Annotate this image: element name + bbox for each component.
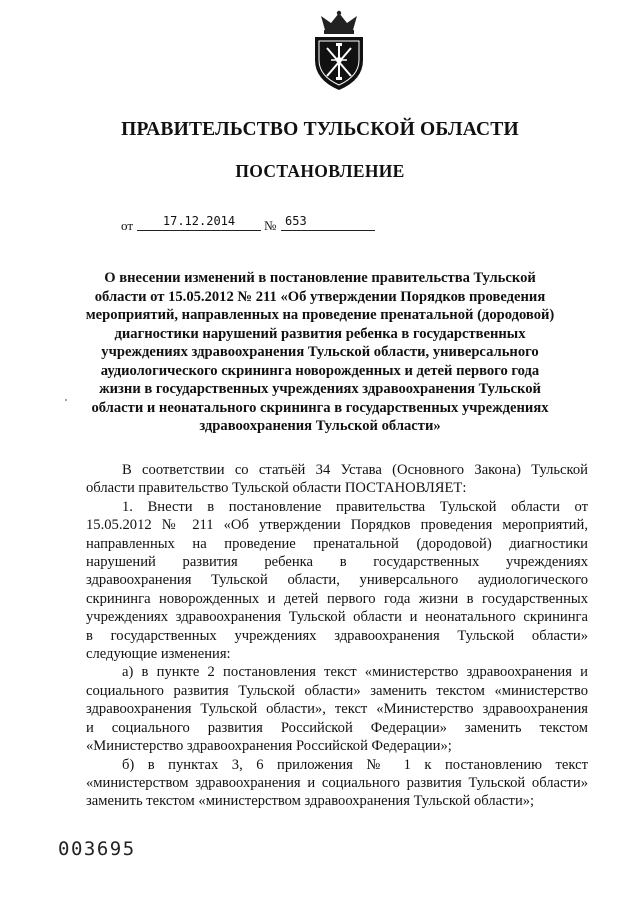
title-line: диагностики нарушений развития ребенка в государственных xyxy=(114,325,526,342)
body-line: здравоохранения Тульской области», текст «Министерство здравоохранения xyxy=(86,701,588,718)
body-line: в государственных учреждениях здравоохранения Тульской области» xyxy=(86,627,588,644)
body-line: «министерством здравоохранения и социального развития Тульской области» xyxy=(86,774,588,791)
body-line: и социального развития Российской Федерации» заменить текстом xyxy=(86,719,588,736)
title-line: жизни в государственных учреждениях здравоохранения Тульской xyxy=(99,381,541,397)
body-line: «Министерство здравоохранения Российской Федерации»; xyxy=(86,738,452,755)
body-line: а) в пункте 2 постановления текст «министерство здравоохранения и xyxy=(122,664,588,681)
number-label: № xyxy=(264,218,277,233)
scan-speck xyxy=(65,399,67,401)
document-title xyxy=(78,269,562,436)
body-line: скрининга новорожденных и детей первого года жизни в государственных xyxy=(86,590,588,607)
serial-number-stamp: 003695 xyxy=(58,838,136,860)
coat-of-arms-icon xyxy=(307,10,371,92)
title-line: здравоохранения Тульской области» xyxy=(199,418,441,434)
body-line: 15.05.2012 № 211 «Об утверждении Порядков проведения мероприятий, xyxy=(86,517,588,534)
body-line: заменить текстом «министерством здравоохранения Тульской области»; xyxy=(86,793,535,810)
date-number-line xyxy=(121,212,441,234)
title-line: О внесении изменений в постановление правительства Тульской xyxy=(104,270,536,286)
body-line: 1. Внести в постановление правительства Тульской области от xyxy=(122,498,588,515)
body-line: учреждениях здравоохранения Тульской области и неонатального скрининга xyxy=(86,609,588,626)
body-line: социального развития Тульской области» заменить текстом «министерство xyxy=(86,682,588,699)
title-line: области от 15.05.2012 № 211 «Об утверждении Порядков проведения xyxy=(94,288,546,305)
body-line: здравоохранения Тульской области, универсального аудиологического xyxy=(86,572,588,589)
document-body xyxy=(86,461,588,811)
body-line: нарушений развития ребенка в государственных учреждениях xyxy=(86,554,588,571)
body-line: направленных на проведение пренатальной (дородовой) диагностики xyxy=(86,535,588,552)
title-line: учреждениях здравоохранения Тульской области, универсального xyxy=(101,344,539,360)
title-line: мероприятий, направленных на проведение пренатальной (дородовой) xyxy=(85,307,555,323)
title-line: аудиологического скрининга новорожденных и детей первого года xyxy=(100,362,540,379)
document-type-heading: ПОСТАНОВЛЕНИЕ xyxy=(235,161,405,181)
date-value: 17.12.2014 xyxy=(137,212,261,231)
title-line: области и неонатального скрининга в государственных учреждениях xyxy=(91,399,549,416)
body-line: следующие изменения: xyxy=(86,646,231,663)
date-label: от xyxy=(121,218,134,233)
body-line: б) в пунктах 3, 6 приложения № 1 к постановлению текст xyxy=(122,756,588,773)
government-heading: ПРАВИТЕЛЬСТВО ТУЛЬСКОЙ ОБЛАСТИ xyxy=(121,119,519,140)
body-line: области правительство Тульской области ПОСТАНОВЛЯЕТ: xyxy=(86,480,467,497)
body-line: В соответствии со статьёй 34 Устава (Основного Закона) Тульской xyxy=(122,462,588,478)
number-value: 653 xyxy=(281,212,375,231)
